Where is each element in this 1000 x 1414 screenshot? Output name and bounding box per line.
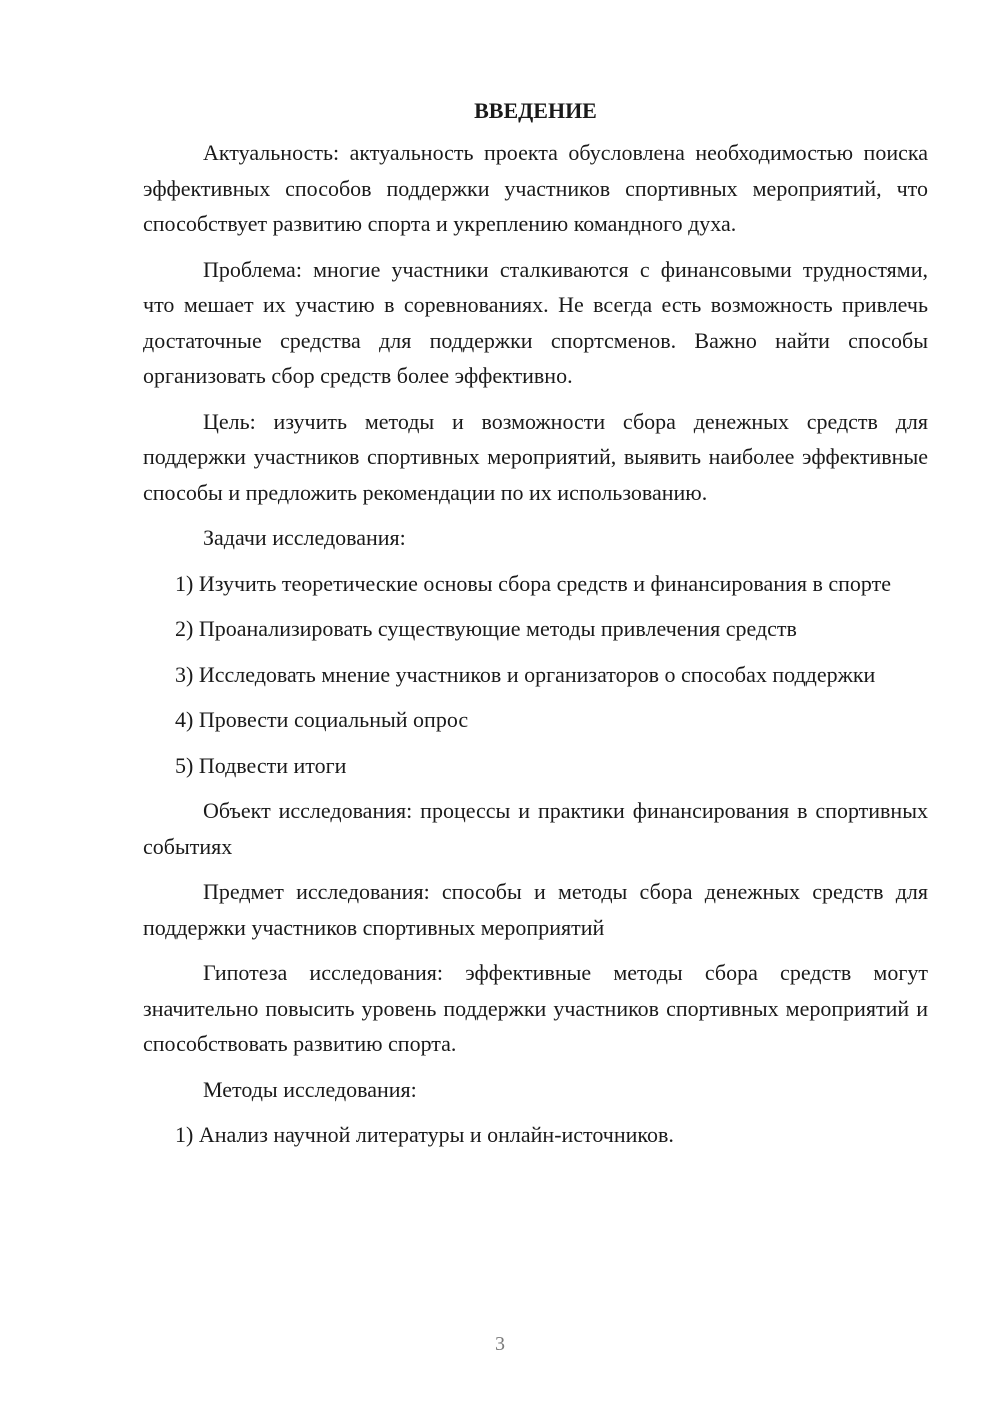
tasks-heading: Задачи исследования: <box>203 525 406 550</box>
page-number: 3 <box>495 1333 505 1355</box>
goal-paragraph: Цель: изучить методы и возможности сбора денежных средств для поддержки участников спортивных мероприятий, выявить наиболее эффективные способы и предложить рекомендации по их использованию. <box>143 408 928 505</box>
task-item: 2) Проанализировать существующие методы привлечения средств <box>175 616 797 641</box>
problem-paragraph: Проблема: многие участники сталкиваются с финансовыми трудностями, что мешает их участию в соревнованиях. Не всегда есть возможность привлечь достаточные средства для поддержки спортсменов. Важно найти способы организовать сбор средств более эффективно. <box>143 256 928 388</box>
task-item: 3) Исследовать мнение участников и организаторов о способах поддержки <box>175 661 876 687</box>
methods-heading: Методы исследования: <box>203 1076 417 1102</box>
subject-paragraph: Предмет исследования: способы и методы сбора денежных средств для поддержки участников спортивных мероприятий <box>143 879 928 940</box>
task-item: 1) Изучить теоретические основы сбора средств и финансирования в спорте <box>175 570 891 596</box>
relevance-paragraph: Актуальность: актуальность проекта обусловлена необходимостью поиска эффективных способов поддержки участников спортивных мероприятий, что способствует развитию спорта и укреплению командного духа. <box>143 140 928 236</box>
task-item: 5) Подвести итоги <box>175 752 347 778</box>
task-item: 4) Провести социальный опрос <box>175 707 469 732</box>
method-item: 1) Анализ научной литературы и онлайн-источников. <box>175 1122 674 1147</box>
hypothesis-paragraph: Гипотеза исследования: эффективные методы сбора средств могут значительно повысить уровень поддержки участников спортивных мероприятий и способствовать развитию спорта. <box>143 960 928 1056</box>
section-title: ВВЕДЕНИЕ <box>474 98 597 123</box>
object-paragraph: Объект исследования: процессы и практики финансирования в спортивных событиях <box>143 798 928 859</box>
page-content <box>143 93 928 1163</box>
